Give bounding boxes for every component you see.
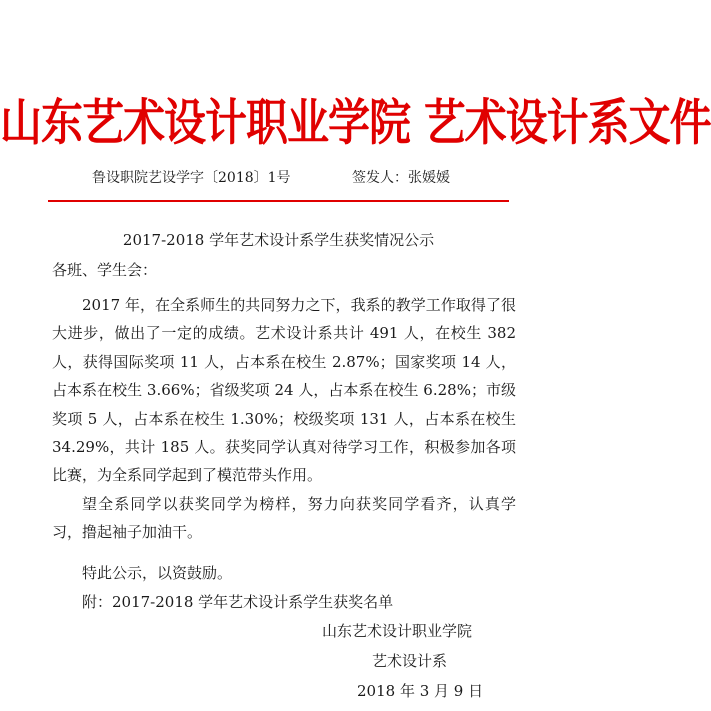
document-title: 2017-2018 学年艺术设计系学生获奖情况公示	[122, 231, 435, 249]
signer: 签发人：张媛媛	[352, 170, 450, 186]
document-number: 鲁设职院艺设学字〔2018〕1号	[92, 170, 291, 186]
issuer-department: 艺术设计系	[372, 652, 448, 670]
salutation: 各班、学生会：	[52, 261, 158, 279]
issue-date: 2018 年 3 月 9 日	[357, 682, 484, 700]
red-divider-line	[48, 200, 509, 202]
attachment-note: 附：2017-2018 学年艺术设计系学生获奖名单	[82, 593, 394, 611]
body-paragraph-2: 望全系同学以获奖同学为榜样，努力向获奖同学看齐，认真学习，撸起袖子加油干。	[52, 494, 516, 542]
document-body	[52, 291, 516, 547]
document-masthead: 山东艺术设计职业学院 艺术设计系文件	[0, 93, 711, 152]
closing-line: 特此公示，以资鼓励。	[82, 564, 233, 582]
document-number-row	[0, 166, 557, 190]
issuer-school: 山东艺术设计职业学院	[322, 622, 473, 640]
body-paragraph-1: 2017 年，在全系师生的共同努力之下，我系的教学工作取得了很大进步，做出了一定的成绩。艺术设计系共计 491 人，在校生 382 人，获得国际奖项 11 人，占本系在校生 2.87%；国家奖项 14 人，占本系在校生 3.66%；省级奖项 24 人，占本系在校生 6.28%；市级奖项 5 人，占本系在校生 1.30%；校级奖项 131 人，占本系在校生 34.29%，共计 185 人。获奖同学认真对待学习工作，积极参加各项比赛，为全系同学起到了模范带头作用。	[52, 296, 516, 485]
